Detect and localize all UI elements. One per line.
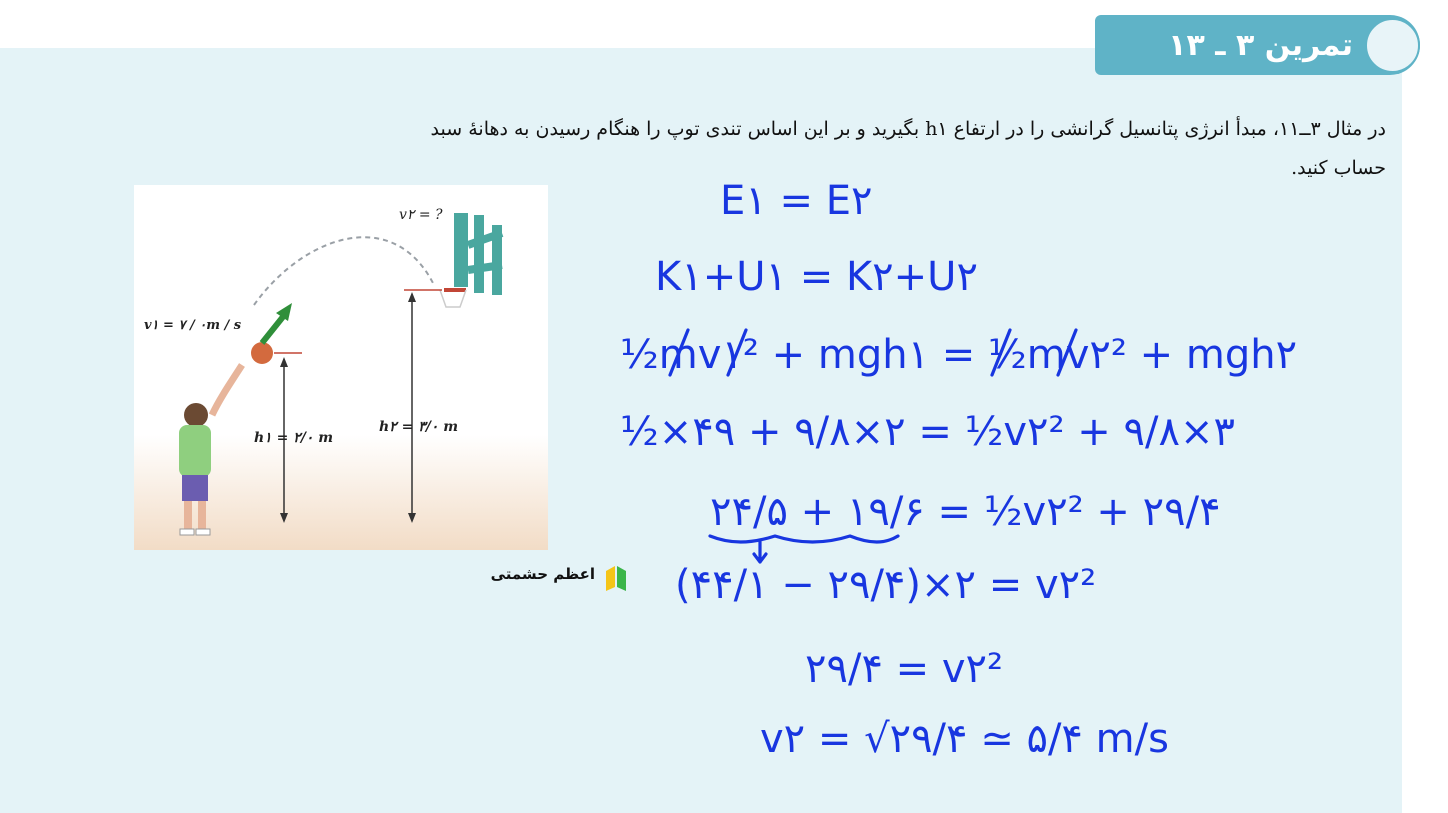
question-line-2: حساب کنید. — [1291, 157, 1386, 179]
basketball-figure — [134, 185, 548, 550]
v1-label: v۱ = ۷ / ۰m / s — [144, 318, 242, 333]
solution-line-4: ½×۴۹ + ۹/۸×۲ = ½v۲² + ۹/۸×۳ — [620, 409, 1235, 455]
exercise-title: تمرین ۳ ـ ۱۳ — [1168, 28, 1353, 63]
solution-line-5: ۲۴/۵ + ۱۹/۶ = ½v۲² + ۲۹/۴ — [710, 489, 1221, 535]
solution-line-8: v۲ = √۲۹/۴ ≃ ۵/۴ m/s — [760, 716, 1169, 762]
v2-label: v۲ = ? — [399, 207, 443, 223]
underbrace-mark — [710, 536, 898, 542]
ball-icon — [251, 342, 273, 364]
watermark-text: اعظم حشمتی — [490, 565, 595, 583]
solution-line-7: ۲۹/۴ = v۲² — [805, 646, 1004, 692]
solution-line-3: ½mv۱² + mgh۱ = ½mv۲² + mgh۲ — [620, 332, 1298, 378]
h2-label: h۲ = ۳/۰ m — [379, 419, 459, 435]
question-line-1: در مثال ۳ــ۱۱، مبدأ انرژی پتانسیل گرانشی را در ارتفاع h۱ بگیرید و بر این اساس تندی توپ را هنگام رسیدن به دهانهٔ سبد — [430, 118, 1386, 140]
tab-circle-icon — [1365, 18, 1420, 73]
handwritten-solution — [560, 170, 1380, 780]
solution-line-1: E۱ = E۲ — [720, 178, 873, 224]
down-arrow-icon — [754, 542, 766, 562]
solution-line-2: K۱+U۱ = K۲+U۲ — [655, 254, 978, 300]
h1-label: h۱ = ۲/۰ m — [254, 430, 334, 446]
solution-line-6: (۴۴/۱ − ۲۹/۴)×۲ = v۲² — [675, 562, 1097, 608]
